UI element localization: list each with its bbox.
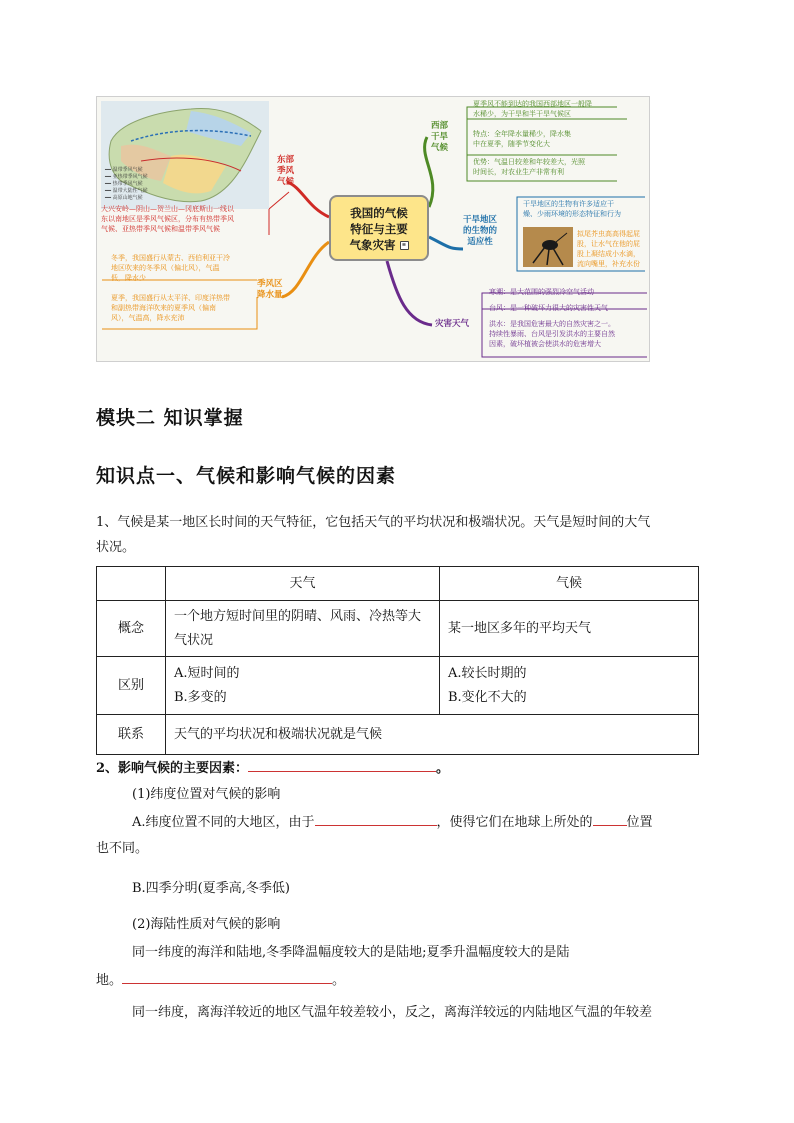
factors-prefix: 2、影响气候的主要因素： (96, 761, 249, 776)
factors-line (96, 756, 449, 781)
text-segment: 地。 (96, 973, 123, 988)
row-label-connection: 联系 (97, 715, 166, 755)
paragraph-line: 1、气候是某一地区长时间的天气特征，它包括天气的平均状况和极端状况。天气是短时间的大气 (96, 515, 651, 530)
map-legend-line: ━━ 温带大陆性气候 (105, 188, 148, 194)
table-header-row (97, 567, 699, 601)
answer-blank[interactable] (593, 811, 627, 826)
latitude-paragraph-a (132, 810, 702, 835)
branch-west-arid (431, 121, 448, 154)
text-line: 股，让水气在他的屁 (577, 240, 640, 248)
table-cell (166, 657, 440, 715)
text-segment: 。 (332, 973, 346, 988)
answer-blank[interactable] (315, 811, 437, 826)
branch-label-line: 气候 (277, 177, 295, 187)
mind-map-center-node (329, 195, 429, 261)
branch-label-line: 东部 (277, 155, 295, 165)
text-line: 大兴安岭—阴山—贺兰山—冈底斯山一线以 (101, 205, 234, 213)
text-line: 夏季风不能到达的我国西部地区一般降 (473, 100, 592, 108)
text-segment: ，使得它们在地球上所处的 (436, 815, 593, 830)
table-header-weather: 天气 (166, 567, 440, 601)
paragraph-line: 状况。 (96, 540, 136, 555)
cell-line: A.较长时期的 (448, 665, 527, 681)
center-line: 我国的气候 (350, 206, 408, 220)
west-arid-item-2 (473, 129, 571, 149)
branch-rainfall (257, 279, 283, 301)
factors-suffix: 。 (436, 761, 450, 776)
branch-label-line: 降水量 (257, 290, 283, 300)
text-line: 夏季，我国盛行从太平洋、印度洋热带 (111, 294, 230, 302)
east-monsoon-text (101, 204, 234, 234)
weather-climate-table (96, 566, 699, 755)
answer-blank[interactable] (122, 969, 332, 984)
disaster-item-flood (489, 319, 615, 349)
arid-adapt-item-1 (523, 199, 621, 219)
text-line: 地区吹来的冬季风（偏北风），气温 (111, 264, 220, 272)
row-label-concept: 概念 (97, 601, 166, 657)
table-row (97, 715, 699, 755)
branch-east-monsoon (277, 155, 294, 188)
cell-line: A.短时间的 (174, 665, 240, 681)
arid-adapt-item-2 (577, 229, 640, 269)
table-cell (97, 567, 166, 601)
table-header-climate: 气候 (440, 567, 699, 601)
cell-line: 气状况 (174, 632, 214, 648)
module-title: 模块二 知识掌握 (96, 407, 244, 429)
text-line: 水稀少，为干旱和半干旱气候区 (473, 110, 571, 118)
cell-line: B.变化不大的 (448, 689, 527, 705)
text-segment: 位置 (626, 815, 653, 830)
beetle-icon (523, 227, 573, 267)
table-cell (440, 657, 699, 715)
land-sea-line-1: 同一纬度的海洋和陆地,冬季降温幅度较大的是陆地;夏季升温幅度较大的是陆 (132, 945, 570, 960)
latitude-paragraph-a-line2: 也不同。 (96, 841, 149, 856)
map-legend-line: ━━ 热带季风气候 (105, 181, 143, 187)
branch-arid-adaptation (463, 215, 497, 248)
china-climate-map-image (101, 101, 269, 209)
text-line: 气候、亚热带季风气候和温带季风气候 (101, 225, 220, 233)
rainfall-winter-text (111, 253, 230, 283)
text-line: 流向嘴里，补充水份 (577, 260, 640, 268)
subsection-land-sea-title: (2)海陆性质对气候的影响 (132, 917, 281, 932)
text-line: 优势：气温日较差和年较差大，光照 (473, 158, 585, 166)
beetle-photo (523, 227, 573, 267)
knowledge-point-title: 知识点一、气候和影响气候的因素 (96, 465, 397, 487)
mindmap-note-icon: ≡ (400, 241, 409, 250)
center-line: 气象灾害 (349, 238, 396, 252)
cell-line: 一个地方短时间里的阴晴、风雨、冷热等大 (174, 608, 422, 624)
land-sea-line-2 (96, 968, 345, 993)
branch-label-line: 适应性 (467, 237, 493, 247)
text-line: 干旱地区的生物有许多适应干 (523, 200, 614, 208)
land-sea-line-3: 同一纬度，离海洋较近的地区气温年较差较小，反之，离海洋较远的内陆地区气温的年较差 (132, 1005, 653, 1020)
subsection-latitude-title: (1)纬度位置对气候的影响 (132, 787, 281, 802)
branch-label-line: 季风 (277, 166, 295, 176)
text-line: 冬季，我国盛行从蒙古、西伯利亚干冷 (111, 254, 230, 262)
text-line: 中在夏季，随季节变化大 (473, 140, 550, 148)
branch-label-line: 干旱地区 (463, 215, 498, 225)
branch-label-line: 干旱 (431, 132, 449, 142)
map-legend-line: ━━ 亚热带季风气候 (105, 174, 148, 180)
west-arid-item-3 (473, 157, 585, 177)
text-line: 拟尾芥虫高高得起屁 (577, 230, 640, 238)
text-line: 时间长，对农业生产非常有利 (473, 168, 564, 176)
branch-label-line: 气候 (431, 143, 449, 153)
branch-disasters: 灾害天气 (435, 319, 470, 329)
branch-label-line: 的生物的 (463, 226, 498, 236)
branch-label-line: 季风区 (257, 279, 283, 289)
paragraph-1 (96, 510, 716, 560)
disaster-item-typhoon: 台风：是一种破坏力很大的灾害性天气 (489, 304, 608, 312)
text-line: 低，降水少 (111, 274, 146, 282)
cell-line: B.多变的 (174, 689, 227, 705)
text-line: 风），气温高，降水充沛 (111, 314, 185, 322)
latitude-paragraph-b: B.四季分明(夏季高,冬季低) (132, 881, 290, 896)
text-line: 东以南地区是季风气候区，分布有热带季风 (101, 215, 234, 223)
branch-label-line: 西部 (431, 121, 449, 131)
rainfall-summer-text (111, 293, 230, 323)
row-label-difference: 区别 (97, 657, 166, 715)
west-arid-item-1 (473, 99, 592, 119)
text-line: 燥、少雨环境的形态特征和行为 (523, 210, 621, 218)
answer-blank[interactable] (248, 757, 436, 772)
map-legend-line: ━━ 温带季风气候 (105, 167, 143, 173)
text-line: 因素，破坏植被会使洪水的危害增大 (489, 340, 601, 348)
text-line: 股上凝结成小水滴， (577, 250, 640, 258)
text-line: 特点：全年降水量稀少，降水集 (473, 130, 571, 138)
text-line: 洪水：是我国危害最大的自然灾害之一。 (489, 320, 615, 328)
center-line: 特征与主要 (350, 222, 408, 236)
table-cell: 某一地区多年的平均天气 (440, 601, 699, 657)
text-line: 持续性暴雨、台风是引发洪水的主要自然 (489, 330, 615, 338)
table-cell (166, 601, 440, 657)
table-cell: 天气的平均状况和极端状况就是气候 (166, 715, 699, 755)
text-line: 和副热带海洋吹来的夏季风（偏南 (111, 304, 216, 312)
table-row (97, 601, 699, 657)
table-row (97, 657, 699, 715)
disaster-item-cold-wave: 寒潮：是大范围的强烈冷空气活动 (489, 288, 594, 296)
map-legend-line: ━━ 高原山地气候 (105, 195, 143, 201)
text-segment: A.纬度位置不同的大地区，由于 (132, 815, 315, 830)
mind-map (96, 96, 650, 362)
